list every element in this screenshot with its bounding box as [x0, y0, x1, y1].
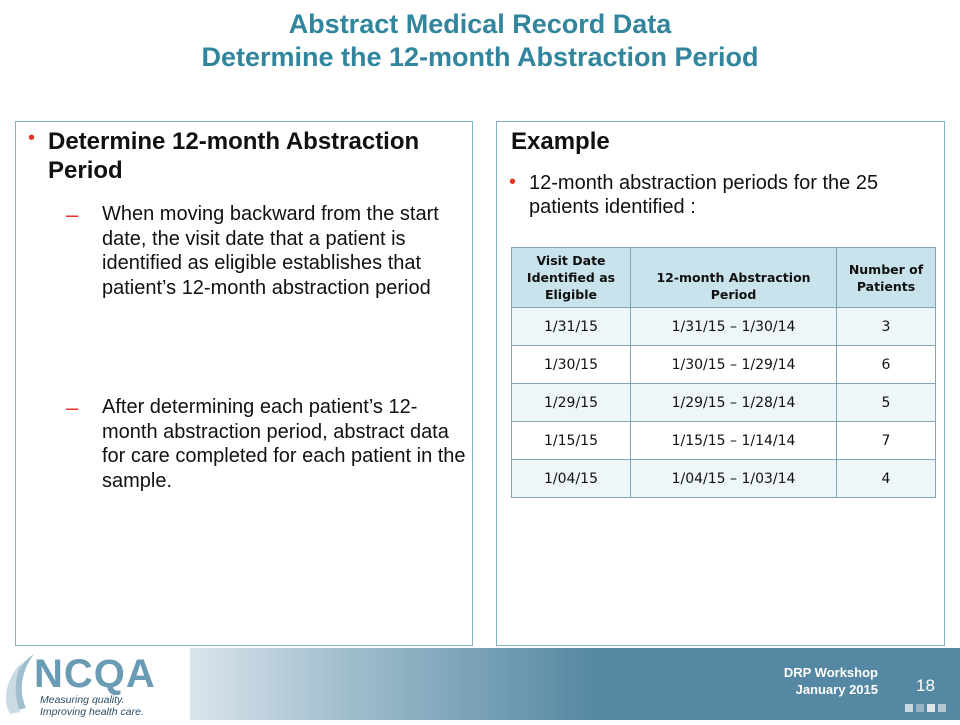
workshop-event: DRP Workshop: [783, 665, 878, 680]
left-sub-bullet-2: [66, 395, 466, 493]
left-sub-text-2: After determining each patient’s 12-month abstraction period, abstract data for care completed for each patient in the sample.: [102, 396, 466, 492]
footer-square-icon: [927, 704, 935, 712]
cell-visit-date: 1/29/15: [512, 384, 631, 422]
workshop-label: [784, 664, 878, 698]
bullet-dot-icon: •: [509, 171, 517, 193]
cell-period: 1/30/15 – 1/29/14: [631, 346, 837, 384]
cell-count: 6: [837, 346, 936, 384]
cell-count: 3: [837, 308, 936, 346]
cell-period: 1/29/15 – 1/28/14: [631, 384, 837, 422]
left-sub-bullet-1: [66, 202, 466, 300]
cell-count: 5: [837, 384, 936, 422]
logo-tagline-2: Improving health care.: [40, 706, 144, 718]
logo-tagline-1: Measuring quality.: [40, 694, 125, 706]
left-sub-text-1: When moving backward from the start date, the visit date that a patient is identified as eligible establishes that patient’s 12-month abstraction period: [102, 203, 439, 299]
table-row: [512, 460, 936, 498]
header-number-patients: Number of Patients: [837, 248, 936, 308]
table-row: [512, 422, 936, 460]
table-header-row: [512, 248, 936, 308]
cell-visit-date: 1/04/15: [512, 460, 631, 498]
left-heading: Determine 12-month Abstraction Period: [48, 128, 420, 184]
slide-title: [0, 8, 960, 74]
right-bullet: [509, 171, 934, 219]
right-bullet-text: 12-month abstraction periods for the 25 patients identified :: [529, 172, 879, 218]
dash-icon: –: [66, 202, 79, 227]
abstraction-table: [511, 247, 936, 498]
bullet-dot-icon: •: [28, 127, 36, 149]
cell-period: 1/31/15 – 1/30/14: [631, 308, 837, 346]
example-heading: Example: [511, 128, 610, 155]
left-panel: [15, 121, 473, 646]
table-row: [512, 346, 936, 384]
footer-square-icon: [905, 704, 913, 712]
left-main-bullet: [28, 127, 464, 185]
logo-wordmark: NCQA: [34, 652, 156, 696]
cell-period: 1/15/15 – 1/14/14: [631, 422, 837, 460]
footer-square-icon: [938, 704, 946, 712]
cell-period: 1/04/15 – 1/03/14: [631, 460, 837, 498]
footer-square-icon: [916, 704, 924, 712]
workshop-date: January 2015: [795, 682, 878, 697]
cell-visit-date: 1/30/15: [512, 346, 631, 384]
page-number: 18: [916, 676, 935, 695]
logo-tagline: [40, 694, 144, 718]
ncqa-logo: [0, 648, 190, 720]
cell-visit-date: 1/31/15: [512, 308, 631, 346]
right-panel: [496, 121, 945, 646]
cell-count: 7: [837, 422, 936, 460]
dash-icon: –: [66, 395, 79, 420]
cell-visit-date: 1/15/15: [512, 422, 631, 460]
title-line-2: Determine the 12-month Abstraction Period: [201, 42, 759, 72]
cell-count: 4: [837, 460, 936, 498]
table-row: [512, 308, 936, 346]
header-visit-date: Visit Date Identified as Eligible: [512, 248, 631, 308]
title-line-1: Abstract Medical Record Data: [288, 9, 672, 39]
table-row: [512, 384, 936, 422]
header-abstraction-period: 12-month Abstraction Period: [631, 248, 837, 308]
